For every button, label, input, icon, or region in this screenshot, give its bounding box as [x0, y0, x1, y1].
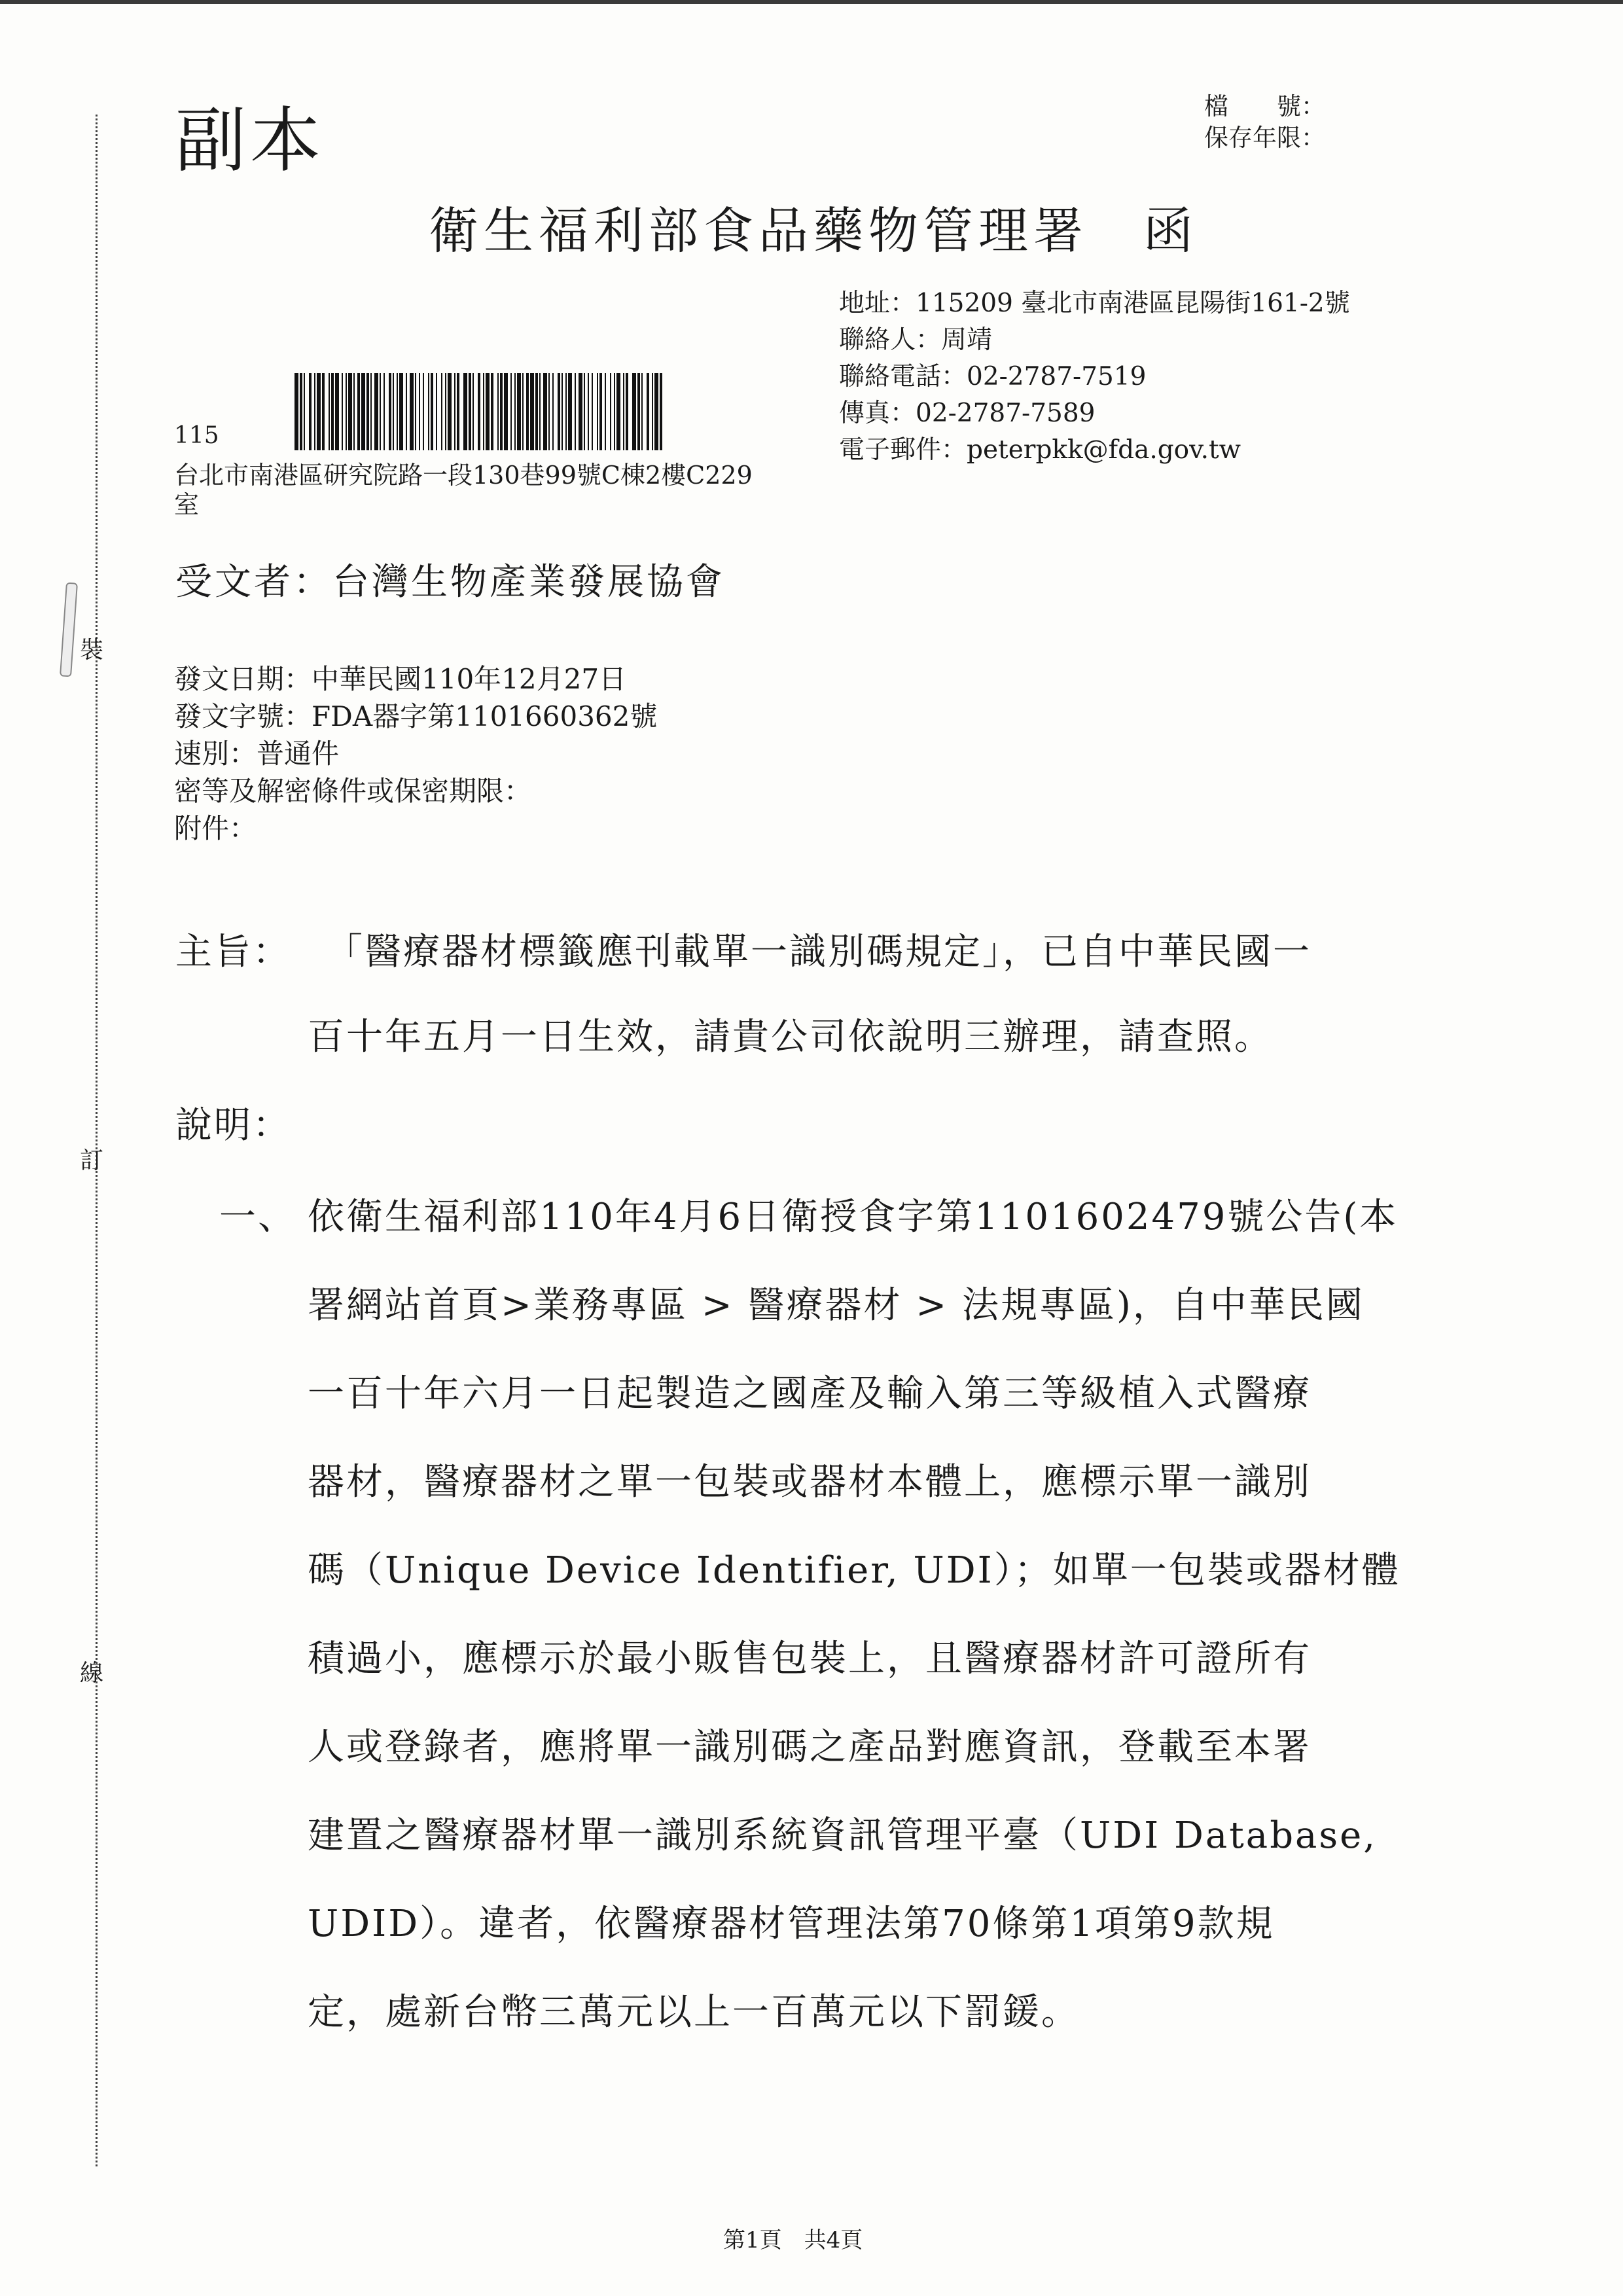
barcode-bar: [662, 373, 665, 450]
pencil-mark: [60, 583, 78, 677]
document-number: 發文字號：FDA器字第1101660362號: [174, 700, 658, 732]
mailing-address: 台北市南港區研究院路一段130巷99號C棟2樓C229: [174, 461, 753, 490]
description-line: 定，處新台幣三萬元以上一百萬元以下罰鍰。: [308, 1991, 1080, 2034]
description-label: 說明：: [175, 1104, 291, 1147]
mailing-address-cont: 室: [174, 490, 200, 519]
description-line: 建置之醫療器材單一識別系統資訊管理平臺（UDI Database,: [308, 1814, 1378, 1857]
binding-mark-xian: 線: [80, 1660, 104, 1687]
file-number-label: 檔 號：: [1204, 92, 1325, 120]
description-line: 一百十年六月一日起製造之國產及輸入第三等級植入式醫療: [308, 1372, 1311, 1415]
agency-title: 衛生福利部食品藥物管理署 函: [429, 202, 1198, 260]
attachment: 附件：: [174, 812, 257, 844]
binding-mark-zhuang: 裝: [80, 637, 104, 664]
barcode: [294, 373, 668, 450]
recipient: 受文者：台灣生物產業發展協會: [175, 561, 725, 603]
description-line: 器材，醫療器材之單一包裝或器材本體上，應標示單一識別: [308, 1461, 1311, 1503]
description-line: 人或登錄者，應將單一識別碼之產品對應資訊，登載至本署: [308, 1726, 1311, 1768]
contact-email: 電子郵件：peterpkk@fda.gov.tw: [839, 435, 1241, 465]
scan-edge: [0, 0, 1623, 4]
description-line: 積過小，應標示於最小販售包裝上，且醫療器材許可證所有: [308, 1638, 1311, 1680]
contact-phone: 聯絡電話：02-2787-7519: [839, 362, 1147, 391]
copy-mark: 副本: [175, 100, 325, 182]
binding-line: [96, 115, 98, 2166]
retention-period-label: 保存年限：: [1204, 124, 1325, 152]
subject-label: 主旨：: [175, 931, 291, 973]
item-number: 一、: [219, 1196, 296, 1238]
contact-fax: 傳真：02-2787-7589: [839, 399, 1096, 428]
description-line: 署網站首頁>業務專區 > 醫療器材 > 法規專區)，自中華民國: [308, 1284, 1364, 1327]
description-line: UDID）。違者，依醫療器材管理法第70條第1項第9款規: [308, 1903, 1275, 1945]
contact-address: 地址：115209 臺北市南港區昆陽街161-2號: [839, 289, 1350, 318]
binding-mark-ding: 訂: [80, 1147, 104, 1174]
subject-line-1: 「醫療器材標籤應刊載單一識別碼規定」，已自中華民國一: [326, 931, 1311, 973]
description-line: 依衛生福利部110年4月6日衛授食字第1101602479號公告(本: [308, 1196, 1399, 1238]
description-line: 碼（Unique Device Identifier, UDI）；如單一包裝或器材體: [308, 1549, 1400, 1592]
page-footer: 第1頁 共4頁: [723, 2227, 863, 2253]
subject-line-2: 百十年五月一日生效，請貴公司依說明三辦理，請查照。: [308, 1016, 1273, 1058]
contact-person: 聯絡人：周靖: [839, 325, 993, 355]
secrecy-level: 密等及解密條件或保密期限：: [174, 775, 532, 807]
speed-class: 速別：普通件: [174, 738, 340, 770]
issue-date: 發文日期：中華民國110年12月27日: [174, 663, 627, 695]
mailing-zip: 115: [174, 422, 219, 449]
